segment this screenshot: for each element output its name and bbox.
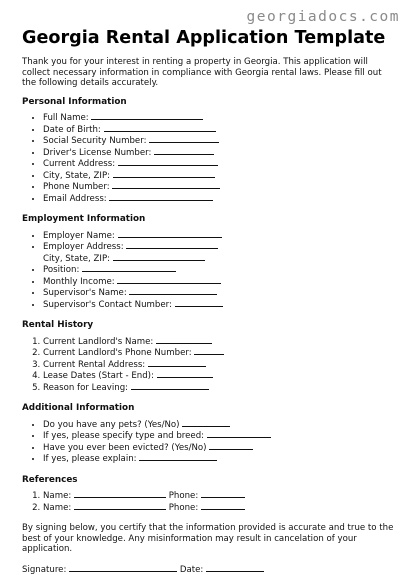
references-list [22, 490, 397, 513]
field-position: • Position: [43, 264, 397, 276]
field-supervisor-contact: • Supervisor's Contact Number: [43, 299, 397, 311]
field-landlord-phone: 2. Current Landlord's Phone Number: [43, 347, 397, 359]
certification-paragraph: By signing below, you certify that the information provided is accurate and true to the best of your knowledge. Any misinformation may result in cancelation of your application. [22, 523, 397, 555]
field-eviction-explain: • If yes, please explain: [43, 453, 397, 465]
section-heading-personal: Personal Information [22, 97, 397, 108]
personal-information-section [22, 97, 397, 205]
blank-line [139, 453, 217, 461]
additional-information-section [22, 403, 397, 465]
blank-line [207, 430, 271, 438]
field-email-address: • Email Address: [43, 193, 397, 205]
field-pet-type: • If yes, please specify type and breed: [43, 430, 397, 442]
field-full-name: • Full Name: [43, 112, 397, 124]
blank-line [148, 359, 206, 367]
references-section [22, 475, 397, 514]
blank-line [74, 502, 166, 510]
blank-line [112, 181, 220, 189]
blank-line [129, 287, 217, 295]
signature-line: Signature: Date: [22, 564, 397, 575]
field-date-of-birth: • Date of Birth: [43, 124, 397, 136]
blank-line [175, 299, 223, 307]
blank-line [113, 253, 205, 261]
blank-line [154, 147, 214, 155]
employment-field-list-bottom [22, 264, 397, 310]
section-heading-employment: Employment Information [22, 214, 397, 225]
field-employer-city-state-zip: City, State, ZIP: [22, 253, 397, 265]
reference-item: 2. Name: Phone: [43, 502, 397, 514]
blank-line [194, 347, 224, 355]
blank-line [104, 124, 216, 132]
field-employer-name: • Employer Name: [43, 230, 397, 242]
blank-line [209, 442, 253, 450]
intro-paragraph: Thank you for your interest in renting a property in Georgia. This application will collect necessary information in compliance with Georgia rental laws. Please fill out the following details accurately. [22, 57, 397, 89]
blank-line [131, 382, 209, 390]
section-heading-additional: Additional Information [22, 403, 397, 414]
field-pets: • Do you have any pets? (Yes/No) [43, 419, 397, 431]
blank-line [118, 230, 222, 238]
field-monthly-income: • Monthly Income: [43, 276, 397, 288]
date-blank [206, 564, 264, 572]
blank-line [157, 370, 213, 378]
additional-field-list [22, 419, 397, 465]
blank-line [126, 241, 218, 249]
document-title: Georgia Rental Application Template [22, 28, 385, 48]
blank-line [113, 170, 215, 178]
blank-line [156, 336, 212, 344]
watermark: georgiadocs.com [247, 9, 400, 25]
document-body [22, 57, 397, 575]
blank-line [201, 490, 245, 498]
personal-field-list [22, 112, 397, 204]
field-reason-for-leaving: 5. Reason for Leaving: [43, 382, 397, 394]
blank-line [149, 135, 219, 143]
section-heading-rental: Rental History [22, 320, 397, 331]
blank-line [82, 264, 176, 272]
field-rental-address: 3. Current Rental Address: [43, 359, 397, 371]
field-ssn: • Social Security Number: [43, 135, 397, 147]
rental-field-list [22, 336, 397, 394]
blank-line [201, 502, 245, 510]
reference-item: 1. Name: Phone: [43, 490, 397, 502]
employment-information-section [22, 214, 397, 310]
field-phone-number: • Phone Number: [43, 181, 397, 193]
blank-line [74, 490, 166, 498]
field-supervisor-name: • Supervisor's Name: [43, 287, 397, 299]
field-landlord-name: 1. Current Landlord's Name: [43, 336, 397, 348]
field-current-address: • Current Address: [43, 158, 397, 170]
field-city-state-zip: • City, State, ZIP: [43, 170, 397, 182]
blank-line [118, 158, 218, 166]
field-evicted: • Have you ever been evicted? (Yes/No) [43, 442, 397, 454]
signature-blank [69, 564, 177, 572]
field-employer-address: • Employer Address: [43, 241, 397, 253]
section-heading-references: References [22, 475, 397, 486]
field-drivers-license: • Driver's License Number: [43, 147, 397, 159]
blank-line [117, 276, 221, 284]
blank-line [182, 419, 230, 427]
blank-line [91, 112, 203, 120]
blank-line [109, 193, 213, 201]
rental-history-section [22, 320, 397, 393]
field-lease-dates: 4. Lease Dates (Start - End): [43, 370, 397, 382]
employment-field-list-top [22, 230, 397, 253]
